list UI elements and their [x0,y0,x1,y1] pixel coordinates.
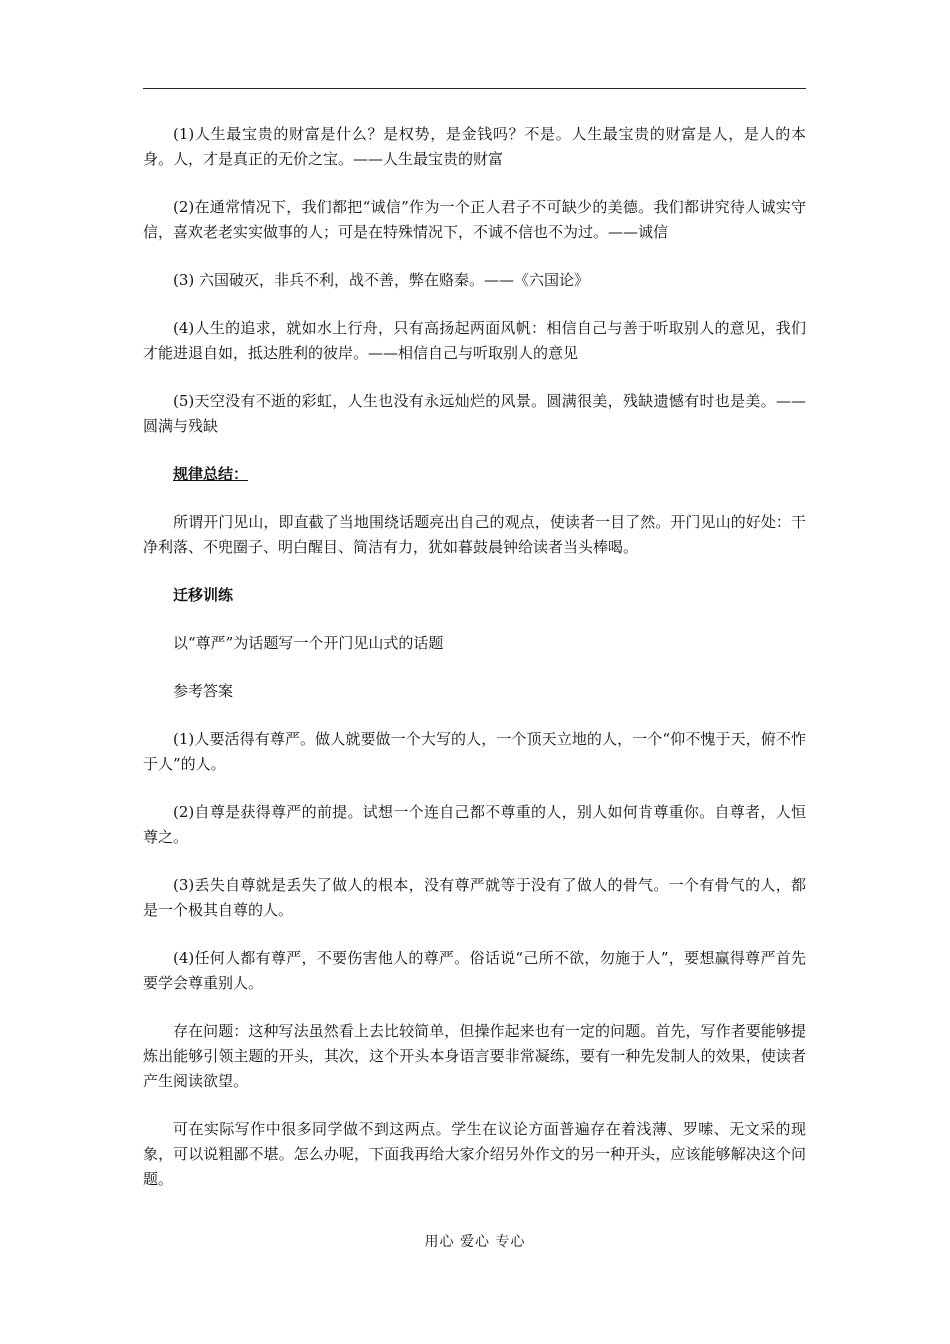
rule-summary-text: 所谓开门见山，即直截了当地围绕话题亮出自己的观点，使读者一目了然。开门见山的好处：干净利落、不兜圈子、明白醒目、简洁有力，犹如暮鼓晨钟给读者当头棒喝。 [143,513,806,556]
rule-summary-heading-text: 规律总结： [173,465,249,483]
quote-paragraph-4: (4)人生的追求，就如水上行舟，只有高扬起两面风帆：相信自己与善于听取别人的意见，我们才能进退自如，抵达胜利的彼岸。——相信自己与听取别人的意见 [143,319,806,362]
answer-label: 参考答案 [173,682,234,700]
header-rule [143,88,806,89]
page-footer: 用心 爱心 专心 [424,1234,526,1250]
practice-prompt: 以“尊严”为话题写一个开门见山式的话题 [173,634,444,652]
quote-paragraph-1: (1)人生最宝贵的财富是什么？是权势，是金钱吗？不是。人生最宝贵的财富是人，是人的本身。人，才是真正的无价之宝。——人生最宝贵的财富 [143,125,806,168]
closing-paragraph: 可在实际写作中很多同学做不到这两点。学生在议论方面普遍存在着浅薄、罗嗦、无文采的现象，可以说粗鄙不堪。怎么办呢，下面我再给大家介绍另外作文的另一种开头，应该能够解决这个问题。 [143,1120,806,1188]
problems-paragraph: 存在问题：这种写法虽然看上去比较简单，但操作起来也有一定的问题。首先，写作者要能够提炼出能够引领主题的开头，其次，这个开头本身语言要非常凝练，要有一种先发制人的效果，使读者产生阅读欲望。 [143,1022,806,1090]
practice-heading: 迁移训练 [173,586,234,604]
quote-paragraph-5: (5)天空没有不逝的彩虹，人生也没有永远灿烂的风景。圆满很美，残缺遗憾有时也是美。——圆满与残缺 [143,392,806,435]
answer-paragraph-1: (1)人要活得有尊严。做人就要做一个大写的人，一个顶天立地的人，一个“仰不愧于天，俯不怍于人”的人。 [143,730,806,773]
rule-summary-heading [143,462,806,487]
quote-paragraph-3: (3) 六国破灭，非兵不利，战不善，弊在赂秦。——《六国论》 [173,271,590,289]
document-body [143,122,806,1192]
answer-paragraph-4: (4)任何人都有尊严，不要伤害他人的尊严。俗话说“己所不欲，勿施于人”，要想赢得尊严首先要学会尊重别人。 [143,949,806,992]
answer-paragraph-3: (3)丢失自尊就是丢失了做人的根本，没有尊严就等于没有了做人的骨气。一个有骨气的人，都是一个极其自尊的人。 [143,876,806,919]
quote-paragraph-2: (2)在通常情况下，我们都把“诚信”作为一个正人君子不可缺少的美德。我们都讲究待人诚实守信，喜欢老老实实做事的人；可是在特殊情况下，不诚不信也不为过。——诚信 [143,198,806,241]
answer-paragraph-2: (2)自尊是获得尊严的前提。试想一个连自己都不尊重的人，别人如何肯尊重你。自尊者，人恒尊之。 [143,803,806,846]
